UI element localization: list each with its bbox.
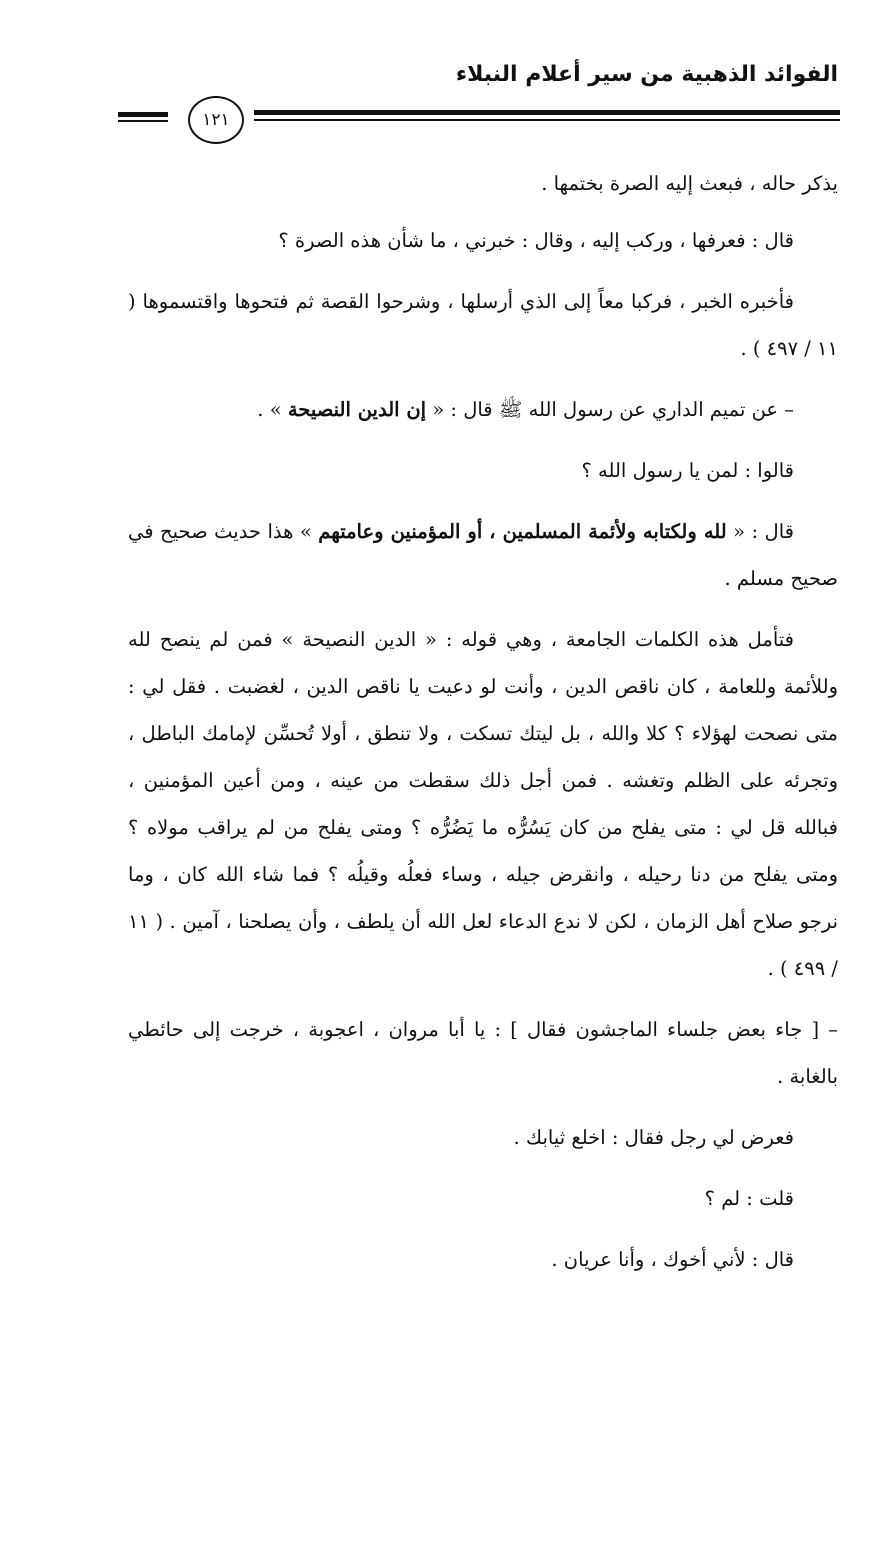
header-rule xyxy=(118,96,840,156)
paragraph xyxy=(128,508,838,602)
hadith-quote: لله ولكتابه ولأئمة المسلمين ، أو المؤمنين وعامتهم xyxy=(318,520,727,543)
paragraph: فتأمل هذه الكلمات الجامعة ، وهي قوله : « الدين النصيحة » فمن لم ينصح لله وللأئمة وللعامة ، كان ناقص الدين ، وأنت لو دعيت يا ناقص الدين ، لغضبت . فقل لي : متى نصحت لهؤلاء ؟ كلا والله ، بل ليتك تسكت ، ولا تنطق ، أولا تُحسِّن لإمامك الباطل ، وتجرئه على الظلم وتغشه . فمن أجل ذلك سقطت من عينه ، ومن أعين المؤمنين ، فبالله قل لي : متى يفلح من كان يَسُرُّه ما يَضُرُّه ؟ ومتى يفلح من لم يراقب مولاه ؟ ومتى يفلح من دنا رحيله ، وانقرض جيله ، وساء فعلُه وقيلُه ؟ فما شاء الله كان ، وما نرجو صلاح أهل الزمان ، لكن لا ندع الدعاء لعل الله أن يلطف ، وأن يصلحنا ، آمين . ( ١١ / ٤٩٩ ) . xyxy=(128,628,838,980)
paragraph: قالوا : لمن يا رسول الله ؟ xyxy=(581,459,794,482)
body-text xyxy=(128,160,838,1297)
paragraph: قال : فعرفها ، وركب إليه ، وقال : خبرني ، ما شأن هذه الصرة ؟ xyxy=(278,229,794,252)
rule-line-left-thick xyxy=(118,112,168,117)
paragraph-text: قال : « xyxy=(726,520,794,543)
page-number: ١٢١ xyxy=(188,96,244,144)
paragraph: قال : لأني أخوك ، وأنا عريان . xyxy=(551,1248,794,1271)
paragraph: فأخبره الخبر ، فركبا معاً إلى الذي أرسلها ، وشرحوا القصة ثم فتحوها واقتسموها ( ١١ / ٤٩٧ ) . xyxy=(128,290,838,360)
paragraph: – [ جاء بعض جلساء الماجشون فقال ] : يا أبا مروان ، اعجوبة ، خرجت إلى حائطي بالغابة . xyxy=(128,1018,838,1088)
hadith-quote: إن الدين النصيحة xyxy=(287,398,427,421)
rule-line-left-thin xyxy=(118,120,168,122)
paragraph xyxy=(128,386,838,433)
paragraph-text: » هذا حديث صحيح في صحيح مسلم . xyxy=(128,520,838,590)
running-title: الفوائد الذهبية من سير أعلام النبلاء xyxy=(455,62,838,87)
paragraph-text: » . xyxy=(257,398,288,421)
paragraph-text: – عن تميم الداري عن رسول الله ﷺ قال : « xyxy=(426,398,794,421)
paragraph: قلت : لم ؟ xyxy=(704,1187,794,1210)
rule-line-right-thick xyxy=(254,110,840,115)
paragraph: يذكر حاله ، فبعث إليه الصرة بختمها . xyxy=(541,172,838,195)
rule-line-right-thin xyxy=(254,119,840,121)
paragraph: فعرض لي رجل فقال : اخلع ثيابك . xyxy=(513,1126,794,1149)
